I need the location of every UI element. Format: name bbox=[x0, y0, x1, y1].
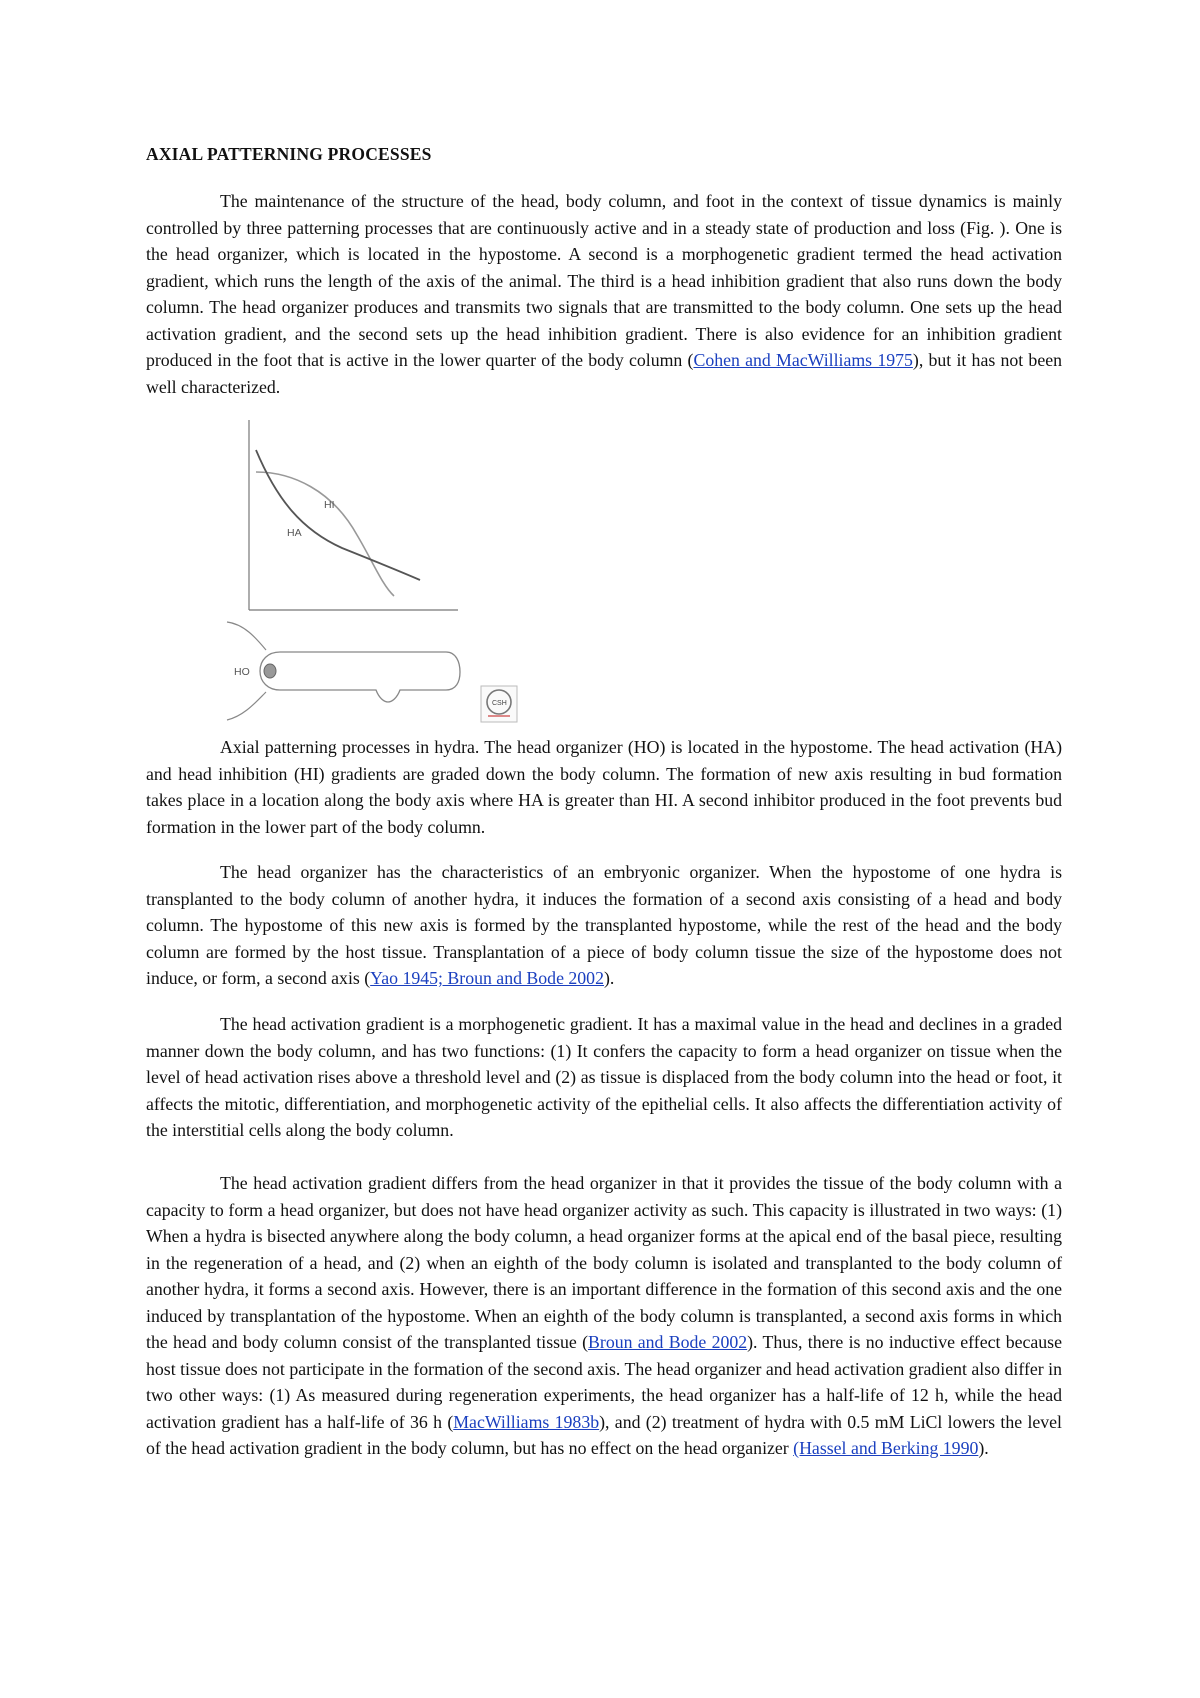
paragraph-gradient-differences-mid1: ). Thus, there is no inductive effect because host tissue does not participate in the formation of the second axis. The head organizer and head activation gradient also differ in two other ways: (1) As measured during regeneration experiments, the head organizer has a half-life of 12 h, while the head activation gradient has a half-life of 36 h ( bbox=[146, 1332, 1062, 1432]
tentacle-lower bbox=[227, 692, 266, 720]
citation-link[interactable]: (Hassel and Berking 1990 bbox=[793, 1438, 979, 1458]
paragraph-activation-gradient-text: The head activation gradient is a morphogenetic gradient. It has a maximal value in the head and declines in a graded manner down the body column, and has two functions: (1) It confers the capacity to form a head organizer on tissue when the level of head activation rises above a threshold level and (2) as tissue is displaced from the body column into the head or foot, it affects the mitotic, differentiation, and morphogenetic activity of the epithelial cells. It also affects the differentiation activity of the interstitial cells along the body column. bbox=[146, 1014, 1062, 1140]
hydra-body-outline bbox=[260, 652, 460, 702]
paragraph-intro bbox=[146, 188, 1062, 400]
head-organizer-dot bbox=[264, 664, 276, 678]
citation-link[interactable]: Broun and Bode 2002 bbox=[588, 1332, 748, 1352]
citation-link[interactable]: Yao 1945; Broun and Bode 2002 bbox=[370, 968, 604, 988]
ha-gradient-curve bbox=[256, 450, 420, 580]
figure-caption-text: Axial patterning processes in hydra. The head organizer (HO) is located in the hypostome. The head activation (HA) and head inhibition (HI) gradients are graded down the body column. The formation of new axis resulting in bud formation takes place in a location along the body axis where HA is greater than HI. A second inhibitor produced in the foot prevents bud formation in the lower part of the body column. bbox=[146, 737, 1062, 837]
paragraph-head-organizer bbox=[146, 859, 1062, 992]
csh-logo-text: CSH bbox=[492, 700, 507, 707]
paragraph-head-organizer-end: ). bbox=[603, 968, 615, 988]
paragraph-intro-end: ), but it has not been well characterized. bbox=[146, 350, 1063, 397]
paragraph-head-organizer-text: The head organizer has the characteristics of an embryonic organizer. When the hypostome of one hydra is transplanted to the body column of another hydra, it induces the formation of a second axis consisting of a head and body column. The hypostome of this new axis is formed by the transplanted hypostome, while the rest of the head and the body column are formed by the host tissue. Transplantation of a piece of body column tissue the size of the hypostome does not induce, or form, a second axis ( bbox=[146, 862, 1062, 988]
figure-caption bbox=[146, 734, 1062, 840]
hi-label: HI bbox=[324, 499, 335, 511]
ho-label: HO bbox=[234, 666, 250, 678]
figure-diagram bbox=[222, 420, 682, 728]
section-heading: AXIAL PATTERNING PROCESSES bbox=[146, 144, 432, 164]
paragraph-gradient-differences-end: ). bbox=[978, 1438, 989, 1458]
tentacle-upper bbox=[227, 622, 266, 650]
figure-axial-patterning bbox=[222, 420, 682, 728]
paragraph-activation-gradient bbox=[146, 1011, 1062, 1144]
paragraph-intro-text: The maintenance of the structure of the head, body column, and foot in the context of tissue dynamics is mainly controlled by three patterning processes that are continuously active and in a steady state of production and loss (Fig. ). One is the head organizer, which is located in the hypostome. A second is a morphogenetic gradient termed the head activation gradient, which runs the length of the axis of the animal. The third is a head inhibition gradient that also runs down the body column. The head organizer produces and transmits two signals that are transmitted to the body column. One sets up the head activation gradient, and the second sets up the head inhibition gradient. There is also evidence for an inhibition gradient produced in the foot that is active in the lower quarter of the body column ( bbox=[146, 191, 1062, 370]
paragraph-gradient-differences bbox=[146, 1170, 1062, 1462]
citation-link[interactable]: Cohen and MacWilliams 1975 bbox=[693, 350, 913, 370]
paragraph-gradient-differences-mid2: ), and (2) treatment of hydra with 0.5 mM LiCl lowers the level of the head activation gradient in the body column, but has no effect on the head organizer bbox=[146, 1411, 1063, 1458]
citation-link[interactable]: MacWilliams 1983b bbox=[453, 1411, 600, 1432]
paragraph-gradient-differences-text: The head activation gradient differs from the head organizer in that it provides the tissue of the body column with a capacity to form a head organizer, but does not have head organizer activity as such. This capacity is illustrated in two ways: (1) When a hydra is bisected anywhere along the body column, a head organizer forms at the apical end of the basal piece, resulting in the regeneration of a head, and (2) when an eighth of the body column is isolated and transplanted to the body column of another hydra, it forms a second axis. However, there is an important difference in the formation of this second axis and the one induced by transplantation of the hypostome. When an eighth of the body column is transplanted, a second axis forms in which the head and body column consist of the transplanted tissue ( bbox=[146, 1173, 1062, 1352]
ha-label: HA bbox=[287, 527, 302, 539]
